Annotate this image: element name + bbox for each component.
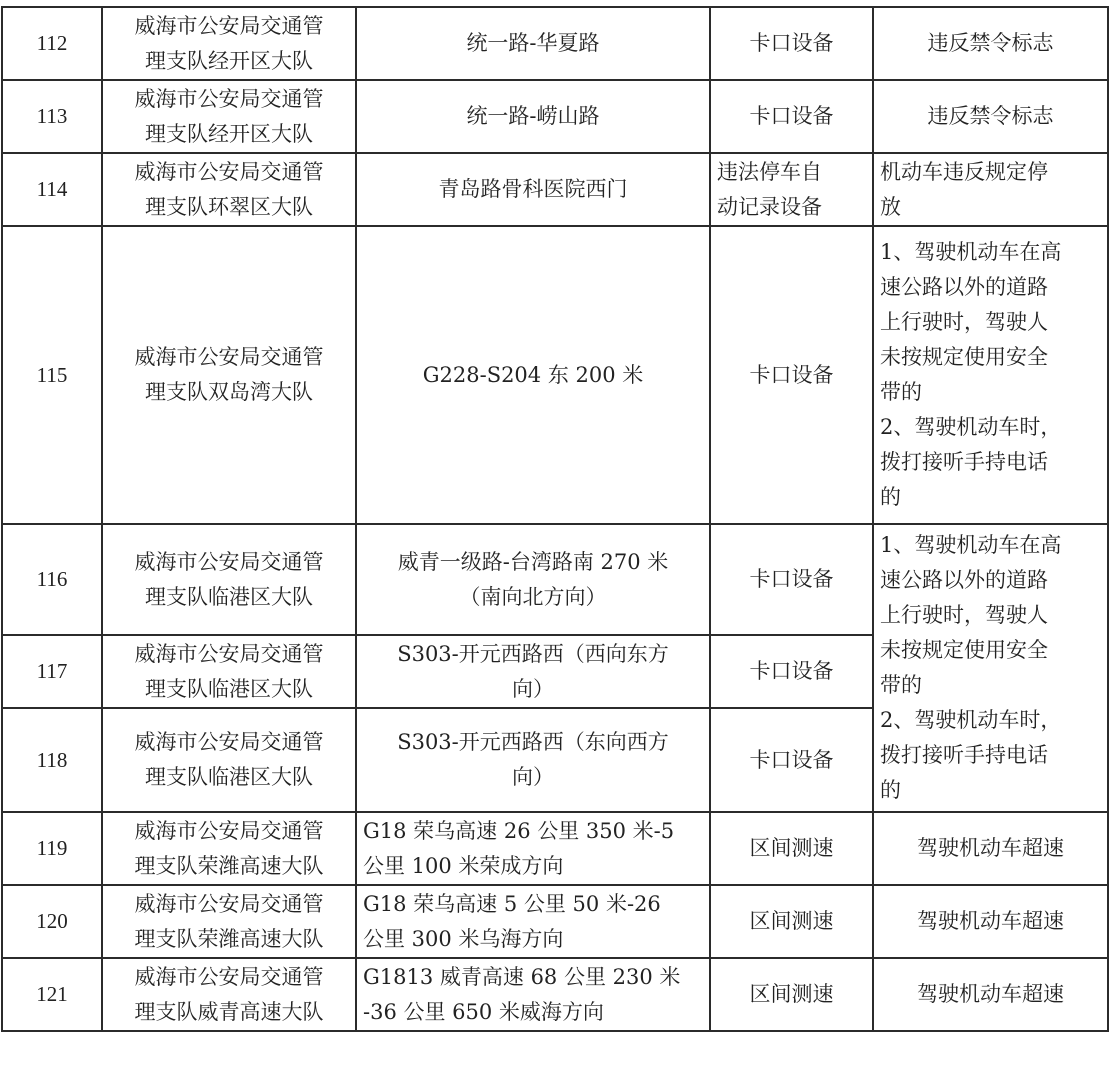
location-cell: S303-开元西路西（西向东方 向） <box>356 635 710 708</box>
violation-cell: 驾驶机动车超速 <box>873 885 1108 958</box>
device-table <box>1 6 1109 1032</box>
table-row <box>2 7 1108 80</box>
violation-cell: 驾驶机动车超速 <box>873 958 1108 1031</box>
unit-cell: 威海市公安局交通管 理支队荣潍高速大队 <box>102 885 356 958</box>
location-cell: G228-S204 东 200 米 <box>356 226 710 524</box>
violation-cell: 违反禁令标志 <box>873 7 1108 80</box>
device-cell: 卡口设备 <box>710 226 873 524</box>
violation-cell: 1、驾驶机动车在高 速公路以外的道路 上行驶时，驾驶人 未按规定使用安全 带的 2、驾驶机动车时， 拨打接听手持电话 的 <box>873 226 1108 524</box>
location-cell: 统一路-华夏路 <box>356 7 710 80</box>
row-number: 118 <box>2 708 102 812</box>
row-number: 113 <box>2 80 102 153</box>
row-number: 116 <box>2 524 102 635</box>
violation-cell: 违反禁令标志 <box>873 80 1108 153</box>
violation-cell: 驾驶机动车超速 <box>873 812 1108 885</box>
unit-cell: 威海市公安局交通管 理支队双岛湾大队 <box>102 226 356 524</box>
unit-cell: 威海市公安局交通管 理支队威青高速大队 <box>102 958 356 1031</box>
table-row <box>2 80 1108 153</box>
row-number: 115 <box>2 226 102 524</box>
row-number: 117 <box>2 635 102 708</box>
unit-cell: 威海市公安局交通管 理支队临港区大队 <box>102 635 356 708</box>
location-cell: 威青一级路-台湾路南 270 米 （南向北方向） <box>356 524 710 635</box>
table-row <box>2 812 1108 885</box>
unit-cell: 威海市公安局交通管 理支队经开区大队 <box>102 80 356 153</box>
row-number: 114 <box>2 153 102 226</box>
violation-cell: 1、驾驶机动车在高 速公路以外的道路 上行驶时，驾驶人 未按规定使用安全 带的 2、驾驶机动车时， 拨打接听手持电话 的 <box>873 524 1108 812</box>
unit-cell: 威海市公安局交通管 理支队临港区大队 <box>102 524 356 635</box>
device-cell: 卡口设备 <box>710 635 873 708</box>
location-cell: G18 荣乌高速 5 公里 50 米-26 公里 300 米乌海方向 <box>356 885 710 958</box>
device-cell: 卡口设备 <box>710 80 873 153</box>
location-cell: 统一路-崂山路 <box>356 80 710 153</box>
row-number: 120 <box>2 885 102 958</box>
location-cell: G18 荣乌高速 26 公里 350 米-5 公里 100 米荣成方向 <box>356 812 710 885</box>
table-row <box>2 226 1108 524</box>
row-number: 112 <box>2 7 102 80</box>
device-cell: 区间测速 <box>710 812 873 885</box>
device-cell: 违法停车自 动记录设备 <box>710 153 873 226</box>
table-row <box>2 958 1108 1031</box>
location-cell: G1813 威青高速 68 公里 230 米 -36 公里 650 米威海方向 <box>356 958 710 1031</box>
unit-cell: 威海市公安局交通管 理支队荣潍高速大队 <box>102 812 356 885</box>
row-number: 121 <box>2 958 102 1031</box>
unit-cell: 威海市公安局交通管 理支队临港区大队 <box>102 708 356 812</box>
device-cell: 区间测速 <box>710 958 873 1031</box>
unit-cell: 威海市公安局交通管 理支队环翠区大队 <box>102 153 356 226</box>
location-cell: S303-开元西路西（东向西方 向） <box>356 708 710 812</box>
row-number: 119 <box>2 812 102 885</box>
device-cell: 卡口设备 <box>710 7 873 80</box>
violation-cell: 机动车违反规定停 放 <box>873 153 1108 226</box>
table-row <box>2 153 1108 226</box>
device-cell: 区间测速 <box>710 885 873 958</box>
device-cell: 卡口设备 <box>710 524 873 635</box>
location-cell: 青岛路骨科医院西门 <box>356 153 710 226</box>
table-row <box>2 885 1108 958</box>
table-row <box>2 524 1108 635</box>
unit-cell: 威海市公安局交通管 理支队经开区大队 <box>102 7 356 80</box>
device-cell: 卡口设备 <box>710 708 873 812</box>
